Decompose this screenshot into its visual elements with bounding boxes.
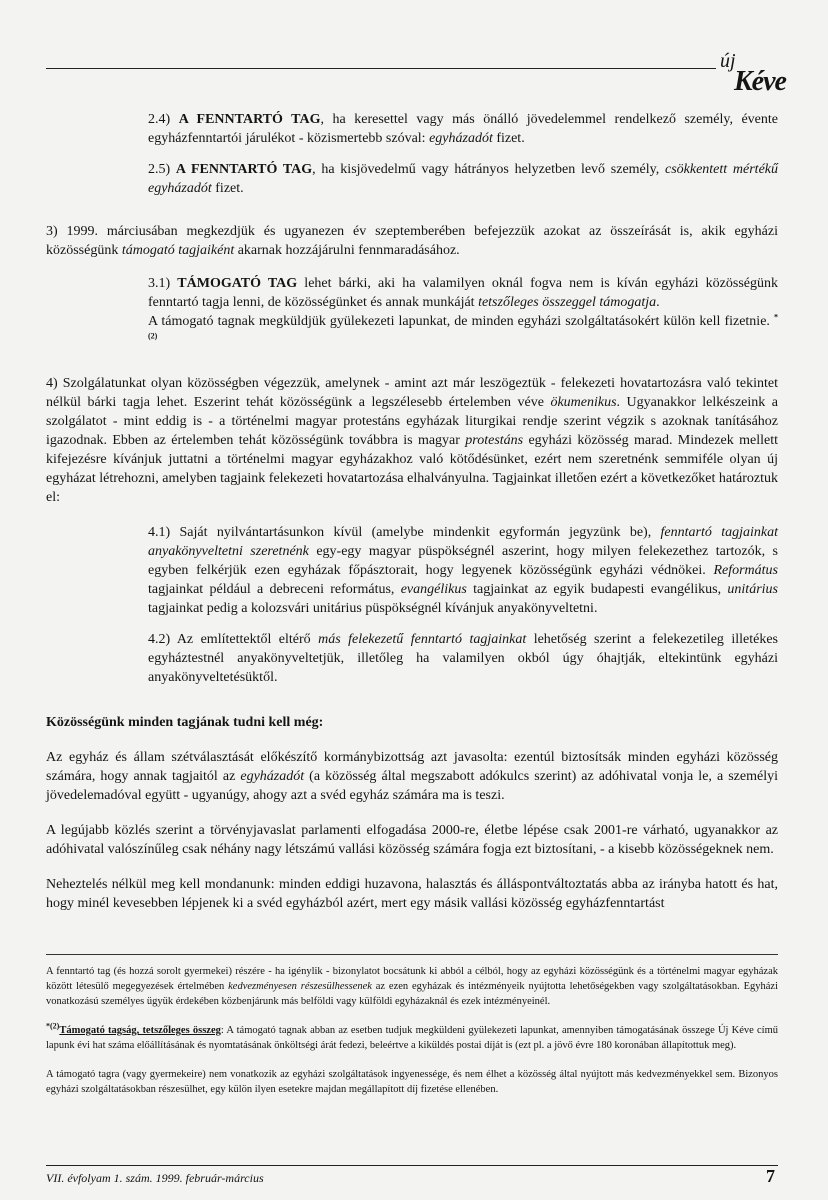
italic-term: támogató tagjaiként	[121, 243, 235, 258]
italic-term: egyházadót	[429, 131, 493, 146]
paragraph-text: 4.2) Az említettektől eltérő	[148, 632, 319, 647]
paragraph-text: fizet.	[211, 181, 244, 196]
footer-issue: VII. évfolyam 1. szám. 1999. február-március	[46, 1171, 264, 1185]
paragraph-text: akarnak hozzájárulni fennmaradásához.	[234, 243, 460, 258]
paragraph-text: egy-egy magyar püspökségnél aszerint, hogy milyen felekezethez tartozók, s egyben felkérjük ezen egyházak főpásztorait, hogy legyenek közösségünk egyházi védnökei.	[148, 544, 778, 578]
header-rule	[46, 68, 716, 69]
footnote-text: A fenntartó tag (és hozzá sorolt gyermekei) részére - ha igénylik - bizonylatot bocsátunk ki abból a célból, hogy az egyházi közösségünk és a történelmi magyar egyházak között létesülő megegyezések értelmében	[46, 966, 778, 992]
bold-term: A FENNTARTÓ TAG	[178, 112, 321, 127]
section-number: 2.5)	[148, 162, 176, 177]
logo-main-text: Kéve	[734, 66, 786, 97]
paragraph-text: tagjainkat pedig a kolozsvári unitárius püspökségnél kívánjuk anyakönyveltetni.	[148, 601, 598, 616]
paragraph-text: lehet bárki, aki ha valamilyen oknál fogva nem is kíván egyházi közösségünk fenntartó tagja lenni, de közösségünket és annak munkáját	[148, 276, 778, 310]
italic-term: kedvezményesen részesülhessenek	[228, 981, 372, 992]
paragraph-text: tagjainkat az egyik budapesti evangélikus,	[466, 582, 728, 597]
paragraph-text: tagjainkat például a debreceni református,	[148, 582, 401, 597]
paragraph-2: A legújabb közlés szerint a törvényjavaslat parlamenti elfogadása 2000-re, életbe lépése csak 2001-re várható, ugyanakkor az adóhivatal valószínűleg csak néhány nagy létszámú vallási közösség számára fogja ezt biztosítani, - a kisebb közösségeknek nem.	[46, 823, 778, 857]
section-number: 2.4)	[148, 112, 179, 127]
footnote-3: A támogató tagra (vagy gyermekeire) nem vonatkozik az egyházi szolgáltatások ingyenessége, és nem élhet a közösség által nyújtott más kedvezményekkel sem. Bizonyos egyházi szolgáltatásokban részesülhet, egy külön ilyen esetekre majdan megállapított díj fizetése ellenében.	[46, 1069, 778, 1095]
section-4	[46, 374, 778, 507]
italic-term: tetszőleges összeggel támogatja	[478, 295, 657, 310]
paragraph-text: . Ugyanakkor lelkészeink a szolgálatot - mint eddig is - a történelmi magyar protestáns egyházak liturgikai rendje szerint végzik s azoknak tanításához igazodnak. Ebben az értelemben tehát közösségünk továbbra is magyar	[46, 395, 778, 448]
footnote-text: : A támogató tagnak abban az esetben tudjuk megküldeni gyülekezeti lapunkat, amennyiben támogatásának összege Új Kéve című lapunk évi hat száma előállításának és nyomtatásának önköltségi árát fedezi, beleértve a kiküldés postai díját is (ezt pl. a jövő évre 180 koronában állapítottuk meg).	[46, 1025, 779, 1051]
footnotes	[46, 964, 778, 1097]
italic-term: csökkentett mértékű egyházadót	[148, 162, 778, 196]
paragraph-3: Neheztelés nélkül meg kell mondanunk: minden eddigi huzavona, halasztás és álláspontváltoztatás abba az irányba hatott és hat, hogy minél kevesebben lépjenek ki a svéd egyházból azért, mert egy másik vallási közösség egyházfenntartást	[46, 877, 778, 911]
italic-term: egyházadót	[240, 769, 305, 784]
italic-term: unitárius	[727, 582, 778, 597]
bold-term: TÁMOGATÓ TAG	[177, 276, 298, 291]
footnote-title: Támogató tagság, tetszőleges összeg	[59, 1025, 221, 1036]
footnote-ref: *(2)	[148, 312, 778, 341]
footnote-2	[46, 1023, 778, 1053]
paragraph-text: , ha kisjövedelmű vagy hátrányos helyzetben levő személy,	[312, 162, 665, 177]
paragraph-text: lehetőség szerint a felekezetileg illetékes egyháztestnél anyakönyveltetjük, illetőleg ha valamilyen okból úgy óhajtják, eltekintünk egyházi anyakönyveltetésüktől.	[148, 632, 778, 685]
section-2-5	[148, 160, 778, 198]
paragraph-text: Az egyház és állam szétválasztását előkészítő kormánybizottság azt javasolta: ezentúl biztosítsák minden egyházi közösség számára, hogy annak tagjaitól az	[46, 750, 778, 784]
paragraph-text: (a közösség által megszabott adókulcs szerint) az adóhivatal vonja le, a személyi jövedelemadóval együtt - ugyanúgy, ahogy azt a svéd egyház számára ma is teszi.	[46, 769, 778, 803]
bold-term: A FENNTARTÓ TAG	[175, 162, 313, 177]
italic-term: protestáns	[465, 433, 524, 448]
footer-rule	[46, 1165, 778, 1166]
paragraph-text: egyházi közösség marad. Mindezek mellett kifejezésre kívánjuk juttatni a történelmi magyar egyházakhoz való kötődésünket, ezért nem szeretnénk semmiféle olyan új egyházat létrehozni, amelyben tagjaink felekezeti hovatartozása elhalványulna. Tagjainkat illetően ezért a következőket határoztuk el:	[46, 433, 778, 505]
italic-term: Református	[713, 563, 778, 578]
paragraph-text: .	[656, 295, 660, 310]
paragraph-text: 4.1) Saját nyilvántartásunkon kívül (amelybe mindenkit egyformán jegyzünk be),	[148, 525, 661, 540]
section-heading: Közösségünk minden tagjának tudni kell még:	[46, 715, 324, 730]
footnote-1	[46, 964, 778, 1009]
logo	[718, 50, 808, 96]
italic-term: más felekezetű fenntartó tagjainkat	[318, 632, 527, 647]
footnote-text: az ezen egyházak és intézményeik nyújtotta lehetőségekben vagy szolgáltatásokban. Egyházi vonatkozású személyes ügyük érdekében közbenjárunk más belföldi vagy külföldi egyházaknál és ezek intézményeinél.	[46, 981, 778, 1007]
section-2-4	[148, 110, 778, 148]
paragraph-text: , ha keresettel vagy más önálló jövedelemmel rendelkező személy, évente egyházfenntartói járulékot - közismertebb szóval:	[148, 112, 778, 146]
paragraph-1	[46, 748, 778, 805]
footnote-mark: *(2)	[46, 1021, 60, 1031]
section-3-1	[148, 274, 778, 350]
logo-small-text: új	[720, 50, 736, 72]
section-4-1	[148, 523, 778, 618]
page-number: 7	[766, 1166, 775, 1186]
paragraph-text: 4) Szolgálatunkat olyan közösségben végezzük, amelynek - amint azt már leszögeztük - felekezeti hovatartozásra való tekintet nélkül bárki tagja lehet. Eszerint tehát közösségünk a legszélesebb értelemben véve	[46, 376, 778, 410]
section-3	[46, 222, 778, 260]
paragraph-text: fizet.	[492, 131, 525, 146]
italic-term: fenntartó tagjainkat anyakönyveltetni szeretnénk	[148, 525, 778, 559]
italic-term: ökumenikus	[550, 395, 617, 410]
paragraph-text: 3) 1999. márciusában megkezdjük és ugyanezen év szeptemberében befejezzük azokat az összeírását is, akik egyházi közösségünk	[46, 224, 778, 258]
paragraph-text: A támogató tagnak megküldjük gyülekezeti lapunkat, de minden egyházi szolgáltatásokért külön kell fizetnie.	[148, 314, 770, 329]
section-4-2	[148, 630, 778, 687]
italic-term: evangélikus	[400, 582, 467, 597]
footnote-rule	[46, 954, 778, 955]
section-number: 3.1)	[148, 276, 178, 291]
article-body	[46, 110, 778, 913]
